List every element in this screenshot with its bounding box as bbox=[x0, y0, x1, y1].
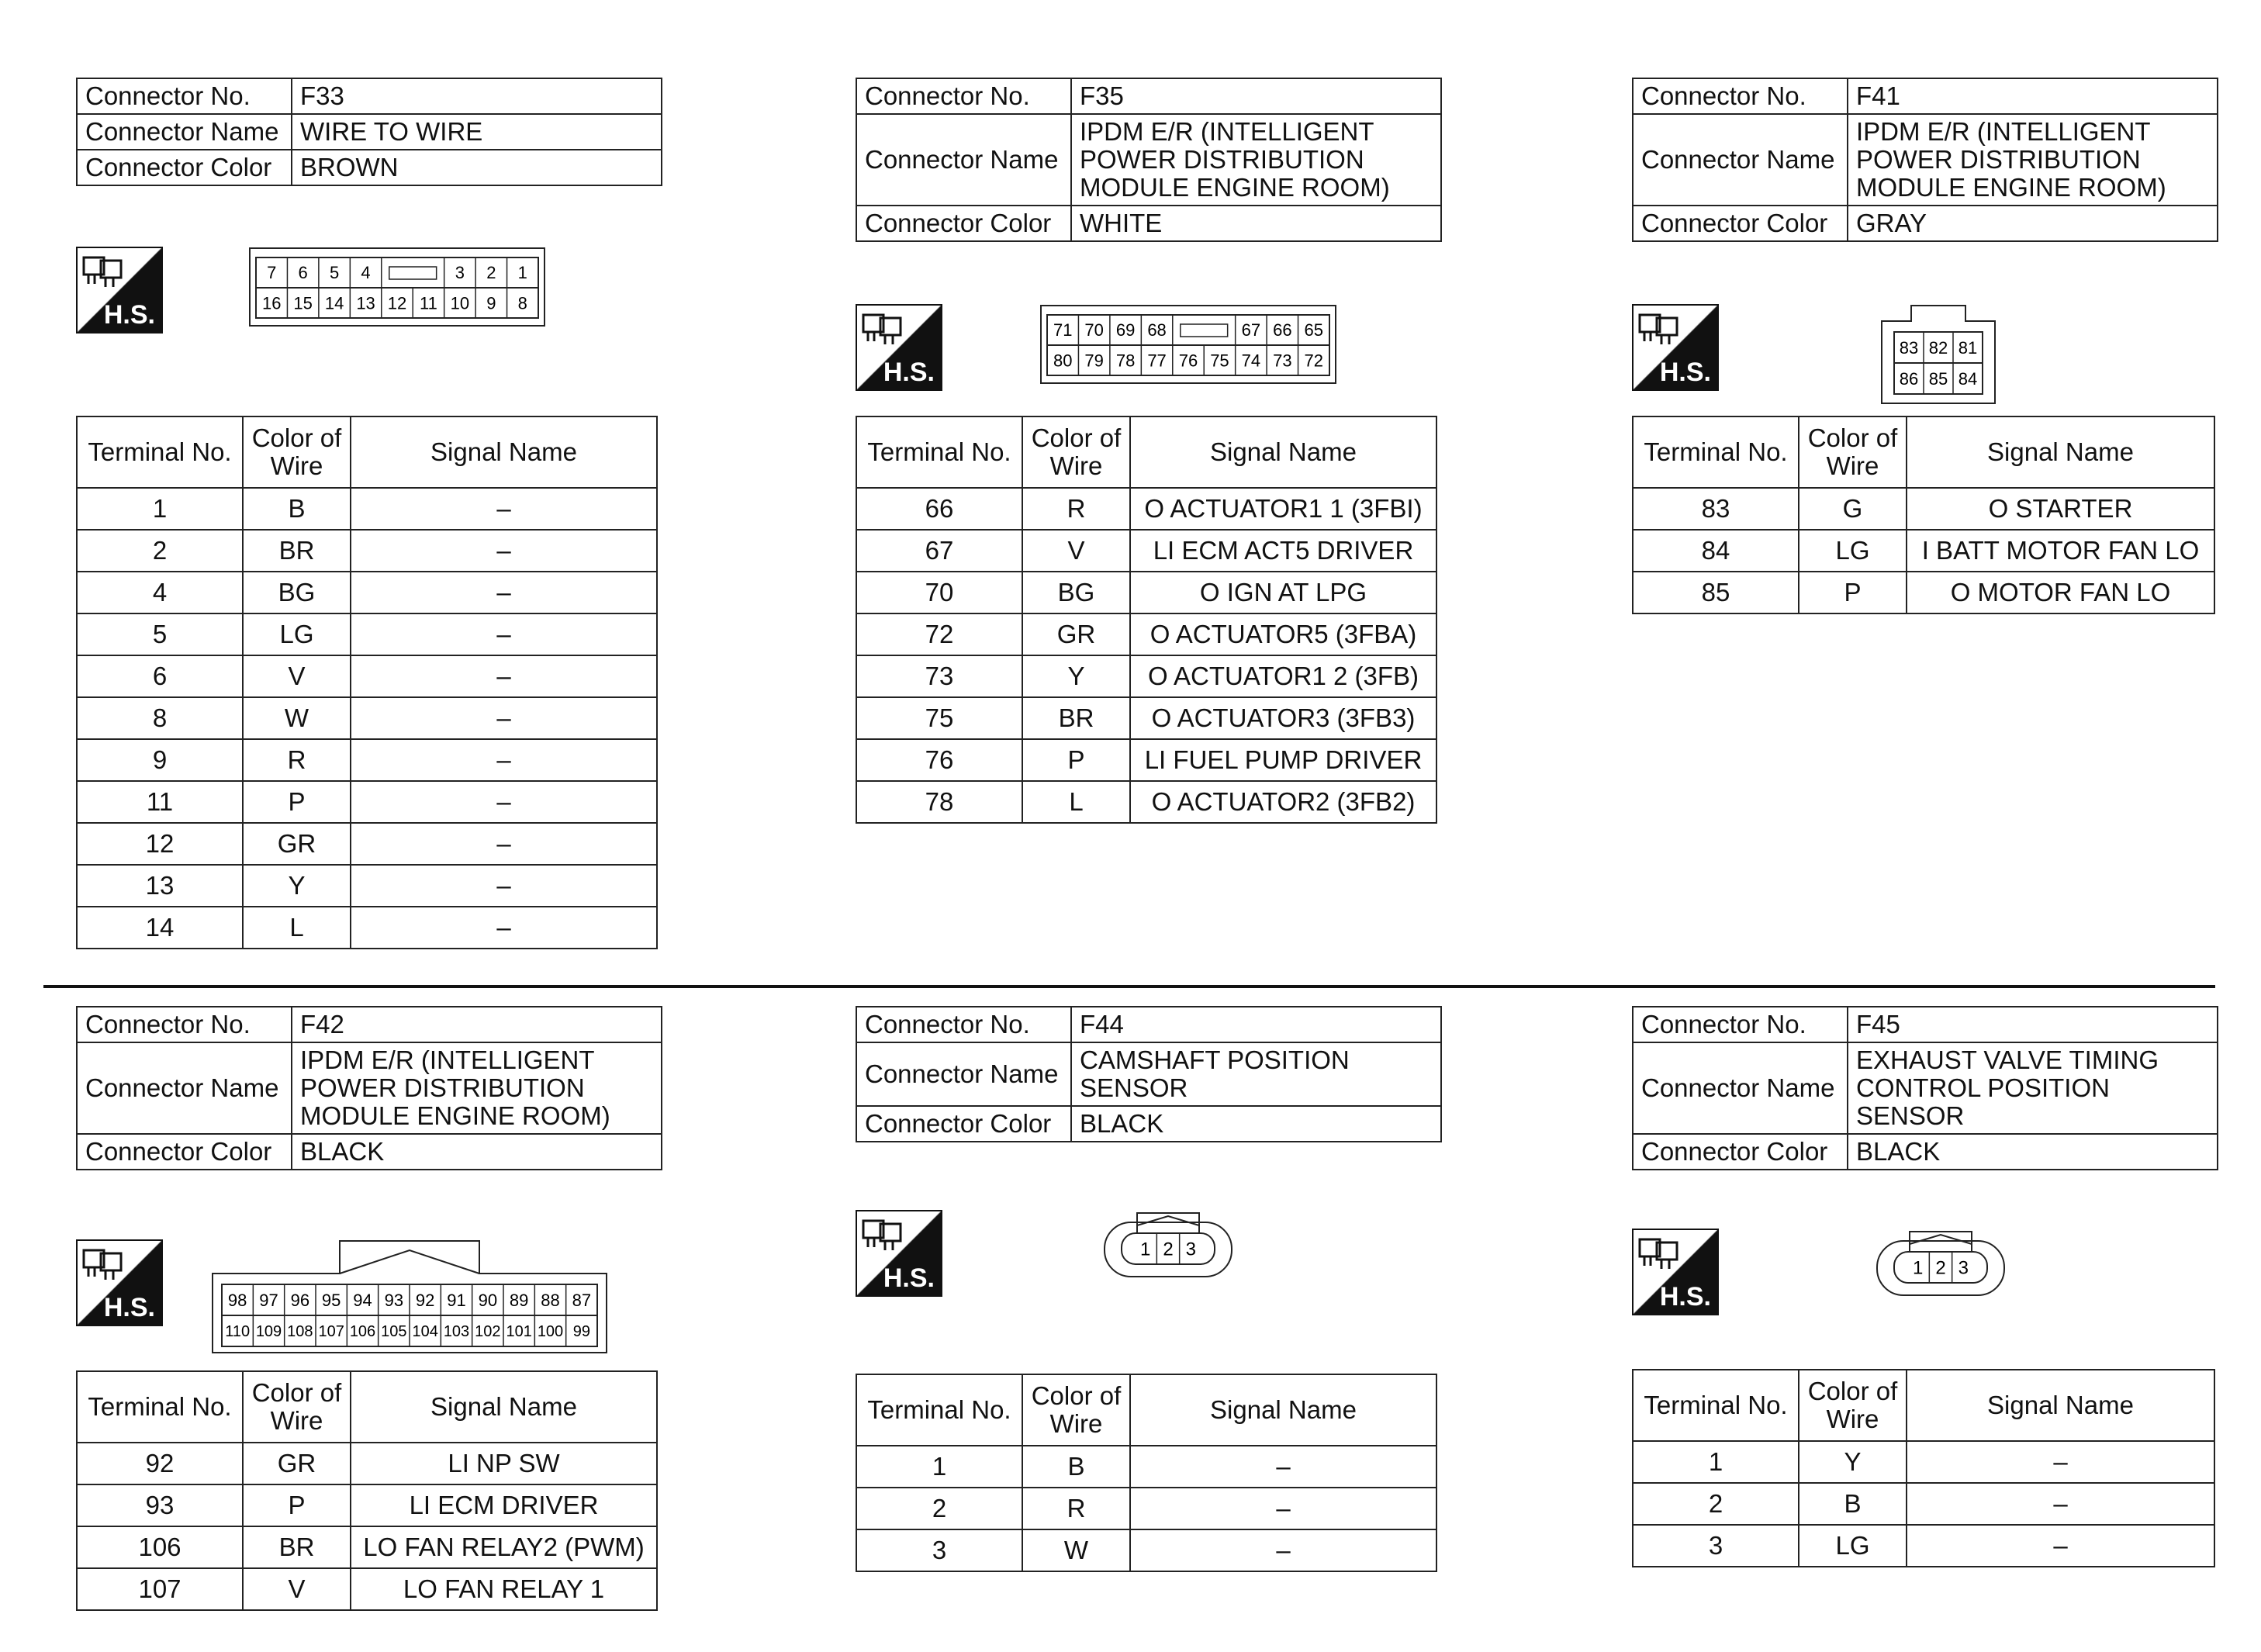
signal-name-cell: O ACTUATOR5 (3FBA) bbox=[1130, 613, 1436, 655]
pin-number: 104 bbox=[412, 1323, 438, 1341]
terminal-no-cell: 8 bbox=[77, 697, 243, 739]
wire-color-cell: BR bbox=[243, 1526, 351, 1568]
wire-color-cell: P bbox=[243, 1484, 351, 1526]
connector-color-value: BLACK bbox=[1071, 1106, 1441, 1142]
pin-number: 93 bbox=[384, 1290, 404, 1310]
terminal-no-cell: 1 bbox=[856, 1446, 1022, 1488]
connector-no-label: Connector No. bbox=[856, 78, 1071, 114]
connector-pictogram bbox=[862, 310, 908, 347]
table-row bbox=[856, 488, 1436, 530]
wire-color-cell: B bbox=[1799, 1483, 1907, 1525]
connector-color-value: WHITE bbox=[1071, 206, 1441, 241]
terminal-table-f42 bbox=[76, 1370, 658, 1611]
wire-color-cell: L bbox=[1022, 781, 1130, 823]
connector-name-label: Connector Name bbox=[1633, 1042, 1848, 1134]
connector-info-table bbox=[1632, 78, 2218, 242]
pin-number: 79 bbox=[1084, 351, 1104, 371]
pin-number: 81 bbox=[1958, 337, 1978, 358]
wire-color-cell: G bbox=[1799, 488, 1907, 530]
wire-color-cell: V bbox=[243, 655, 351, 697]
wire-color-header: Color of Wire bbox=[1799, 1370, 1907, 1441]
pin-number: 8 bbox=[517, 293, 527, 313]
table-row bbox=[77, 907, 657, 949]
signal-name-cell: – bbox=[351, 572, 657, 613]
harness-side-icon bbox=[76, 247, 163, 334]
table-row bbox=[77, 1484, 657, 1526]
terminal-no-cell: 76 bbox=[856, 739, 1022, 781]
connector-panel-f41 bbox=[1632, 78, 2221, 242]
wire-color-header: Color of Wire bbox=[243, 1371, 351, 1443]
connector-color-label: Connector Color bbox=[1633, 1134, 1848, 1170]
table-row bbox=[77, 1568, 657, 1610]
pin-number: 11 bbox=[420, 293, 437, 313]
signal-name-cell: – bbox=[351, 613, 657, 655]
wire-color-cell: V bbox=[1022, 530, 1130, 572]
terminal-no-cell: 72 bbox=[856, 613, 1022, 655]
harness-side-icon bbox=[76, 1239, 163, 1326]
terminal-no-cell: 2 bbox=[1633, 1483, 1799, 1525]
signal-name-header: Signal Name bbox=[351, 1371, 657, 1443]
table-row bbox=[856, 781, 1436, 823]
pin-number: 108 bbox=[287, 1323, 313, 1341]
pin-number: 15 bbox=[293, 293, 313, 313]
signal-name-cell: – bbox=[1907, 1483, 2214, 1525]
terminal-no-cell: 12 bbox=[77, 823, 243, 865]
connector-name-value: CAMSHAFT POSITION SENSOR bbox=[1071, 1042, 1441, 1106]
wire-color-cell: W bbox=[1022, 1529, 1130, 1571]
connector-color-value: BLACK bbox=[1848, 1134, 2218, 1170]
pin-number: 3 bbox=[1185, 1239, 1197, 1260]
connector-info-table bbox=[76, 78, 662, 186]
wire-color-header: Color of Wire bbox=[243, 416, 351, 488]
table-row bbox=[77, 1443, 657, 1484]
connector-panel-f35 bbox=[856, 78, 1445, 242]
table-row bbox=[77, 823, 657, 865]
table-row bbox=[77, 1526, 657, 1568]
terminal-no-cell: 9 bbox=[77, 739, 243, 781]
table-row bbox=[856, 530, 1436, 572]
pin-number: 1 bbox=[1912, 1257, 1924, 1279]
terminal-no-header: Terminal No. bbox=[856, 1374, 1022, 1446]
table-row bbox=[856, 572, 1436, 613]
terminal-no-cell: 78 bbox=[856, 781, 1022, 823]
connector-face-f35 bbox=[1039, 304, 1337, 385]
signal-name-cell: LO FAN RELAY2 (PWM) bbox=[351, 1526, 657, 1568]
wire-color-cell: R bbox=[1022, 1488, 1130, 1529]
pin-number: 110 bbox=[225, 1323, 251, 1341]
connector-no-value: F42 bbox=[292, 1007, 662, 1042]
signal-name-header: Signal Name bbox=[1907, 1370, 2214, 1441]
terminal-no-cell: 2 bbox=[856, 1488, 1022, 1529]
table-row bbox=[856, 697, 1436, 739]
terminal-no-cell: 1 bbox=[1633, 1441, 1799, 1483]
connector-name-value: IPDM E/R (INTELLIGENT POWER DISTRIBUTION MODULE ENGINE ROOM) bbox=[1848, 114, 2218, 206]
table-row bbox=[1633, 488, 2214, 530]
wire-color-cell: GR bbox=[243, 823, 351, 865]
pin-number: 6 bbox=[298, 263, 308, 282]
wire-color-header: Color of Wire bbox=[1022, 416, 1130, 488]
wire-color-cell: Y bbox=[1022, 655, 1130, 697]
terminal-no-header: Terminal No. bbox=[856, 416, 1022, 488]
terminal-no-header: Terminal No. bbox=[77, 1371, 243, 1443]
table-row bbox=[77, 488, 657, 530]
pin-number: 5 bbox=[329, 263, 340, 282]
signal-name-cell: LO FAN RELAY 1 bbox=[351, 1568, 657, 1610]
table-row bbox=[77, 781, 657, 823]
terminal-no-cell: 70 bbox=[856, 572, 1022, 613]
signal-name-header: Signal Name bbox=[1130, 416, 1436, 488]
table-row bbox=[856, 1446, 1436, 1488]
signal-name-cell: O IGN AT LPG bbox=[1130, 572, 1436, 613]
terminal-no-cell: 67 bbox=[856, 530, 1022, 572]
pin-number: 2 bbox=[1935, 1257, 1946, 1279]
terminal-no-cell: 14 bbox=[77, 907, 243, 949]
table-row bbox=[856, 613, 1436, 655]
connector-name-value: WIRE TO WIRE bbox=[292, 114, 662, 150]
connector-name-value: IPDM E/R (INTELLIGENT POWER DISTRIBUTION MODULE ENGINE ROOM) bbox=[1071, 114, 1441, 206]
connector-color-label: Connector Color bbox=[856, 206, 1071, 241]
connector-color-label: Connector Color bbox=[77, 150, 292, 185]
pin-number: 74 bbox=[1241, 351, 1261, 371]
signal-name-cell: O ACTUATOR3 (3FB3) bbox=[1130, 697, 1436, 739]
wire-color-cell: L bbox=[243, 907, 351, 949]
table-row bbox=[1633, 530, 2214, 572]
pin-number: 76 bbox=[1178, 351, 1198, 371]
pin-number: 103 bbox=[443, 1323, 470, 1341]
terminal-no-cell: 84 bbox=[1633, 530, 1799, 572]
pin-number: 65 bbox=[1304, 320, 1324, 340]
connector-name-label: Connector Name bbox=[77, 114, 292, 150]
terminal-no-cell: 66 bbox=[856, 488, 1022, 530]
signal-name-header: Signal Name bbox=[1130, 1374, 1436, 1446]
terminal-no-cell: 93 bbox=[77, 1484, 243, 1526]
terminal-table-f33 bbox=[76, 416, 658, 949]
signal-name-cell: – bbox=[1130, 1446, 1436, 1488]
connector-face-f45 bbox=[1876, 1229, 2006, 1298]
wire-color-cell: W bbox=[243, 697, 351, 739]
connector-face-f33 bbox=[248, 247, 546, 327]
connector-pictogram bbox=[1638, 310, 1685, 347]
terminal-no-cell: 85 bbox=[1633, 572, 1799, 613]
connector-no-label: Connector No. bbox=[1633, 78, 1848, 114]
wire-color-cell: BG bbox=[1022, 572, 1130, 613]
connector-face-f42 bbox=[211, 1239, 608, 1354]
pin-number: 83 bbox=[1899, 337, 1919, 358]
connector-color-label: Connector Color bbox=[856, 1106, 1071, 1142]
pin-number: 9 bbox=[486, 293, 496, 313]
pin-number: 89 bbox=[509, 1290, 529, 1310]
pin-number: 14 bbox=[324, 293, 344, 313]
pin-number: 2 bbox=[486, 263, 496, 282]
pin-number: 2 bbox=[1163, 1239, 1174, 1260]
pin-number: 66 bbox=[1273, 320, 1292, 340]
pin-number: 78 bbox=[1115, 351, 1136, 371]
pin-number: 7 bbox=[267, 263, 277, 282]
table-row bbox=[856, 1488, 1436, 1529]
wire-color-cell: BR bbox=[1022, 697, 1130, 739]
connector-color-value: GRAY bbox=[1848, 206, 2218, 241]
pin-number: 98 bbox=[227, 1290, 247, 1310]
pin-number: 102 bbox=[475, 1323, 501, 1341]
connector-name-label: Connector Name bbox=[856, 114, 1071, 206]
signal-name-cell: – bbox=[1907, 1441, 2214, 1483]
pin-number: 75 bbox=[1210, 351, 1229, 371]
table-row bbox=[856, 1529, 1436, 1571]
terminal-no-cell: 13 bbox=[77, 865, 243, 907]
pin-number: 71 bbox=[1053, 320, 1073, 340]
pin-number: 99 bbox=[572, 1323, 590, 1341]
pin-number: 12 bbox=[387, 293, 407, 313]
harness-side-icon bbox=[856, 1210, 942, 1297]
terminal-no-cell: 92 bbox=[77, 1443, 243, 1484]
pin-number: 67 bbox=[1241, 320, 1261, 340]
pin-number: 3 bbox=[455, 263, 465, 282]
pin-number: 109 bbox=[255, 1323, 282, 1341]
pin-number: 82 bbox=[1928, 337, 1948, 358]
terminal-no-header: Terminal No. bbox=[77, 416, 243, 488]
signal-name-header: Signal Name bbox=[1907, 416, 2214, 488]
connector-no-label: Connector No. bbox=[77, 78, 292, 114]
signal-name-cell: – bbox=[351, 697, 657, 739]
table-row bbox=[1633, 1441, 2214, 1483]
pin-number: 1 bbox=[1139, 1239, 1151, 1260]
connector-no-value: F44 bbox=[1071, 1007, 1441, 1042]
terminal-no-cell: 3 bbox=[856, 1529, 1022, 1571]
pin-number: 105 bbox=[381, 1323, 407, 1341]
terminal-table-f41 bbox=[1632, 416, 2215, 614]
connector-name-label: Connector Name bbox=[77, 1042, 292, 1134]
wire-color-cell: LG bbox=[1799, 530, 1907, 572]
wire-color-header: Color of Wire bbox=[1799, 416, 1907, 488]
hs-label: H.S. bbox=[1659, 358, 1711, 387]
pin-number: 87 bbox=[572, 1290, 592, 1310]
terminal-no-cell: 2 bbox=[77, 530, 243, 572]
wire-color-cell: P bbox=[1022, 739, 1130, 781]
pin-number: 86 bbox=[1899, 368, 1919, 389]
connector-color-label: Connector Color bbox=[77, 1134, 292, 1170]
hs-label: H.S. bbox=[1659, 1282, 1711, 1312]
signal-name-cell: – bbox=[351, 655, 657, 697]
wire-color-cell: GR bbox=[243, 1443, 351, 1484]
pin-number: 13 bbox=[356, 293, 375, 313]
signal-name-cell: – bbox=[1130, 1529, 1436, 1571]
connector-face-f41 bbox=[1880, 304, 1997, 405]
wire-color-cell: B bbox=[1022, 1446, 1130, 1488]
table-row bbox=[77, 739, 657, 781]
pin-number: 96 bbox=[290, 1290, 310, 1310]
terminal-no-cell: 83 bbox=[1633, 488, 1799, 530]
table-row bbox=[77, 530, 657, 572]
connector-color-value: BLACK bbox=[292, 1134, 662, 1170]
connector-name-value: IPDM E/R (INTELLIGENT POWER DISTRIBUTION MODULE ENGINE ROOM) bbox=[292, 1042, 662, 1134]
pin-number: 100 bbox=[537, 1323, 564, 1341]
pin-number: 72 bbox=[1304, 351, 1324, 371]
pin-number: 73 bbox=[1273, 351, 1292, 371]
pin-number: 85 bbox=[1928, 368, 1948, 389]
pin-number: 1 bbox=[517, 263, 527, 282]
signal-name-cell: – bbox=[351, 488, 657, 530]
connector-face-f44 bbox=[1103, 1210, 1233, 1280]
wire-color-cell: R bbox=[1022, 488, 1130, 530]
signal-name-header: Signal Name bbox=[351, 416, 657, 488]
terminal-no-cell: 73 bbox=[856, 655, 1022, 697]
wire-color-cell: Y bbox=[1799, 1441, 1907, 1483]
connector-panel-f45 bbox=[1632, 1006, 2221, 1170]
wire-color-cell: GR bbox=[1022, 613, 1130, 655]
pin-number: 68 bbox=[1147, 320, 1167, 340]
pin-number: 10 bbox=[450, 293, 470, 313]
wire-color-cell: V bbox=[243, 1568, 351, 1610]
table-row bbox=[77, 865, 657, 907]
pin-number: 91 bbox=[447, 1290, 466, 1310]
pin-number: 77 bbox=[1147, 351, 1167, 371]
hs-label: H.S. bbox=[103, 1293, 155, 1322]
pin-number: 69 bbox=[1115, 320, 1136, 340]
connector-name-label: Connector Name bbox=[1633, 114, 1848, 206]
terminal-no-cell: 4 bbox=[77, 572, 243, 613]
connector-pictogram bbox=[862, 1216, 908, 1253]
terminal-no-cell: 3 bbox=[1633, 1525, 1799, 1567]
signal-name-cell: – bbox=[351, 739, 657, 781]
connector-no-label: Connector No. bbox=[77, 1007, 292, 1042]
terminal-no-cell: 6 bbox=[77, 655, 243, 697]
table-row bbox=[1633, 572, 2214, 613]
pin-number: 106 bbox=[349, 1323, 376, 1341]
connector-pictogram bbox=[1638, 1235, 1685, 1272]
wire-color-cell: R bbox=[243, 739, 351, 781]
terminal-no-header: Terminal No. bbox=[1633, 416, 1799, 488]
terminal-no-cell: 75 bbox=[856, 697, 1022, 739]
signal-name-cell: – bbox=[1907, 1525, 2214, 1567]
connector-info-table bbox=[76, 1006, 662, 1170]
connector-name-value: EXHAUST VALVE TIMING CONTROL POSITION SENSOR bbox=[1848, 1042, 2218, 1134]
wire-color-cell: P bbox=[243, 781, 351, 823]
wire-color-cell: LG bbox=[243, 613, 351, 655]
signal-name-cell: – bbox=[351, 907, 657, 949]
connector-no-value: F45 bbox=[1848, 1007, 2218, 1042]
pin-number: 90 bbox=[478, 1290, 498, 1310]
signal-name-cell: O MOTOR FAN LO bbox=[1907, 572, 2214, 613]
connector-name-label: Connector Name bbox=[856, 1042, 1071, 1106]
hs-label: H.S. bbox=[883, 1263, 935, 1293]
table-row bbox=[856, 739, 1436, 781]
table-row bbox=[77, 655, 657, 697]
signal-name-cell: I BATT MOTOR FAN LO bbox=[1907, 530, 2214, 572]
terminal-no-cell: 107 bbox=[77, 1568, 243, 1610]
pin-number: 92 bbox=[415, 1290, 435, 1310]
section-divider bbox=[43, 985, 2215, 988]
terminal-table-f35 bbox=[856, 416, 1437, 824]
table-row bbox=[77, 613, 657, 655]
terminal-table-f45 bbox=[1632, 1369, 2215, 1567]
harness-side-icon bbox=[856, 304, 942, 391]
terminal-no-cell: 106 bbox=[77, 1526, 243, 1568]
pin-number: 16 bbox=[261, 293, 282, 313]
connector-info-table bbox=[856, 1006, 1442, 1142]
connector-pictogram bbox=[82, 253, 129, 290]
signal-name-cell: – bbox=[351, 530, 657, 572]
connector-color-value: BROWN bbox=[292, 150, 662, 185]
table-row bbox=[856, 655, 1436, 697]
harness-side-icon bbox=[1632, 304, 1719, 391]
wire-color-cell: B bbox=[243, 488, 351, 530]
wire-color-cell: BR bbox=[243, 530, 351, 572]
wire-color-cell: P bbox=[1799, 572, 1907, 613]
wire-color-cell: LG bbox=[1799, 1525, 1907, 1567]
terminal-no-header: Terminal No. bbox=[1633, 1370, 1799, 1441]
pin-number: 107 bbox=[318, 1323, 344, 1341]
pin-number: 84 bbox=[1958, 368, 1978, 389]
signal-name-cell: – bbox=[351, 781, 657, 823]
connector-no-value: F41 bbox=[1848, 78, 2218, 114]
pin-number: 4 bbox=[361, 263, 371, 282]
pin-number: 95 bbox=[321, 1290, 341, 1310]
connector-info-table bbox=[856, 78, 1442, 242]
hs-label: H.S. bbox=[883, 358, 935, 387]
connector-info-table bbox=[1632, 1006, 2218, 1170]
pin-number: 80 bbox=[1053, 351, 1073, 371]
terminal-no-cell: 11 bbox=[77, 781, 243, 823]
signal-name-cell: LI ECM ACT5 DRIVER bbox=[1130, 530, 1436, 572]
table-row bbox=[77, 697, 657, 739]
pin-number: 97 bbox=[259, 1290, 278, 1310]
wire-color-cell: BG bbox=[243, 572, 351, 613]
wire-color-header: Color of Wire bbox=[1022, 1374, 1130, 1446]
connector-no-label: Connector No. bbox=[856, 1007, 1071, 1042]
wire-color-cell: Y bbox=[243, 865, 351, 907]
pin-number: 101 bbox=[506, 1323, 532, 1341]
connector-panel-f42 bbox=[76, 1006, 666, 1170]
signal-name-cell: O STARTER bbox=[1907, 488, 2214, 530]
connector-panel-f33 bbox=[76, 78, 666, 186]
signal-name-cell: O ACTUATOR1 1 (3FBI) bbox=[1130, 488, 1436, 530]
connector-no-value: F33 bbox=[292, 78, 662, 114]
pin-number: 70 bbox=[1084, 320, 1104, 340]
connector-pictogram bbox=[82, 1246, 129, 1283]
terminal-table-f44 bbox=[856, 1374, 1437, 1572]
pin-number: 3 bbox=[1958, 1257, 1969, 1279]
signal-name-cell: – bbox=[1130, 1488, 1436, 1529]
connector-color-label: Connector Color bbox=[1633, 206, 1848, 241]
signal-name-cell: O ACTUATOR1 2 (3FB) bbox=[1130, 655, 1436, 697]
pin-number: 88 bbox=[541, 1290, 560, 1310]
terminal-no-cell: 1 bbox=[77, 488, 243, 530]
harness-side-icon bbox=[1632, 1229, 1719, 1315]
terminal-no-cell: 5 bbox=[77, 613, 243, 655]
signal-name-cell: LI NP SW bbox=[351, 1443, 657, 1484]
table-row bbox=[77, 572, 657, 613]
signal-name-cell: LI ECM DRIVER bbox=[351, 1484, 657, 1526]
table-row bbox=[1633, 1483, 2214, 1525]
signal-name-cell: – bbox=[351, 823, 657, 865]
connector-no-value: F35 bbox=[1071, 78, 1441, 114]
signal-name-cell: – bbox=[351, 865, 657, 907]
connector-panel-f44 bbox=[856, 1006, 1445, 1142]
connector-no-label: Connector No. bbox=[1633, 1007, 1848, 1042]
hs-label: H.S. bbox=[103, 300, 155, 330]
signal-name-cell: O ACTUATOR2 (3FB2) bbox=[1130, 781, 1436, 823]
table-row bbox=[1633, 1525, 2214, 1567]
pin-number: 94 bbox=[353, 1290, 372, 1310]
signal-name-cell: LI FUEL PUMP DRIVER bbox=[1130, 739, 1436, 781]
